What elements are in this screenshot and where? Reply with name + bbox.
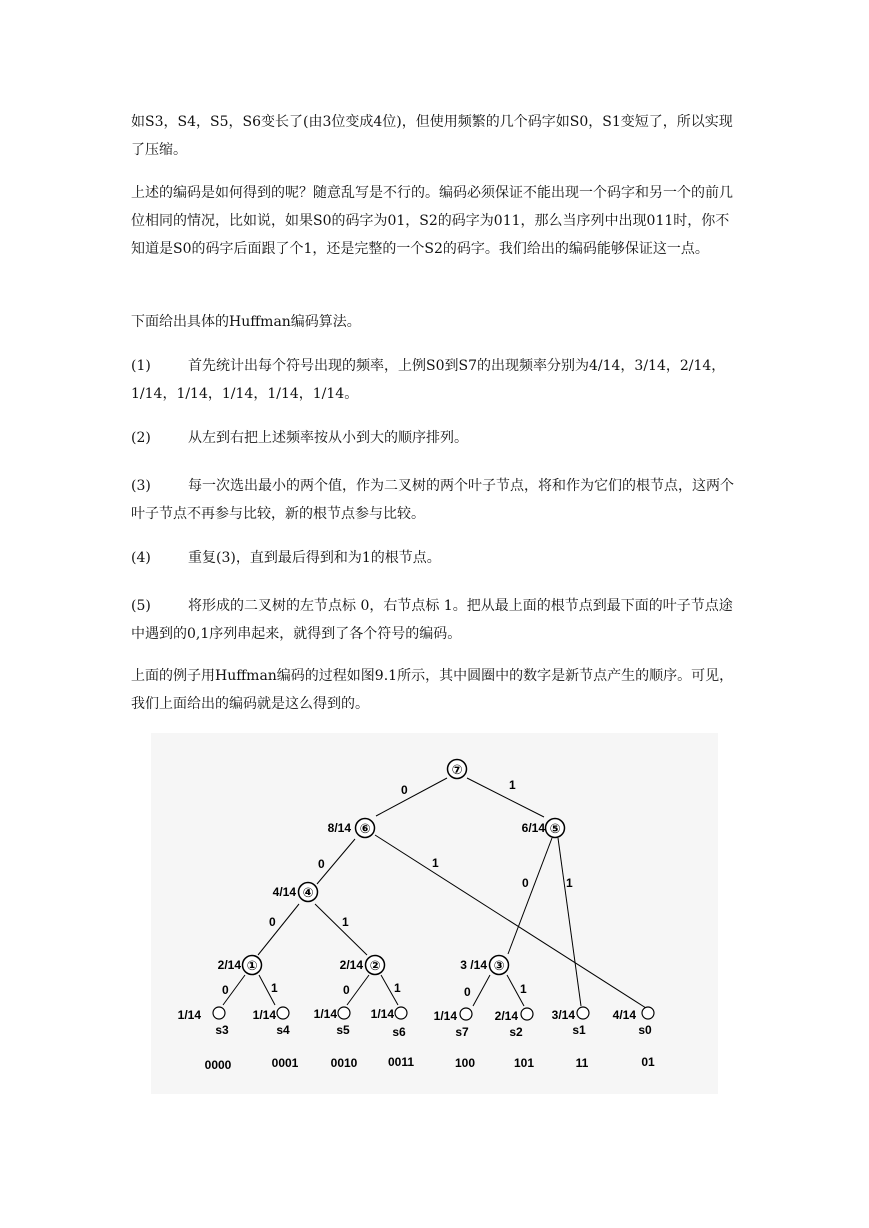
step-1: [131, 352, 741, 408]
leaf-weight: 1/14: [370, 1007, 394, 1021]
leaf-s3: [178, 1007, 232, 1072]
leaf-code: 101: [513, 1056, 535, 1070]
node-weight-label: 6/14: [521, 821, 545, 835]
leaf-symbol: s1: [572, 1023, 586, 1037]
node-order-label: ①: [246, 958, 258, 973]
leaf-code: 01: [641, 1055, 655, 1069]
node-weight-label: 3 /14: [460, 958, 487, 972]
edge-3-s7: [473, 975, 490, 1006]
node-order-label: ⑦: [451, 762, 463, 777]
leaf-code: 11: [575, 1056, 589, 1070]
leaf-s5: [314, 1007, 358, 1070]
leaf-code: 100: [454, 1056, 476, 1070]
step-text: 首先统计出每个符号出现的频率，上例S0到S7的出现频率分别为4/14，3/14，2/14，1/14，1/14，1/14，1/14，1/14。: [131, 358, 726, 402]
leaf-weight: 1/14: [177, 1008, 201, 1022]
leaf-symbol: s0: [638, 1023, 652, 1037]
leaf-s0: [613, 1007, 655, 1069]
leaf-code: 0001: [271, 1056, 299, 1070]
step-text: 从左到右把上述频率按从小到大的顺序排列。: [188, 430, 468, 446]
paragraph-figure-reference: 上面的例子用Huffman编码的过程如图9.1所示，其中圆圈中的数字是新节点产生的顺序。可见，我们上面给出的编码就是这么得到的。: [131, 668, 734, 712]
internal-node-6: [328, 819, 375, 838]
edge-label-1: 1: [566, 876, 573, 890]
internal-node-3: [460, 956, 508, 975]
internal-node-1: [218, 956, 262, 975]
leaf-weight: 3/14: [551, 1008, 575, 1022]
edge-5-s1: [558, 838, 581, 1006]
huffman-tree-figure: [151, 733, 718, 1094]
leaf-s1: [552, 1007, 589, 1070]
step-5: [131, 592, 741, 648]
edge-7-5: [467, 778, 544, 817]
step-number: (2): [131, 430, 151, 446]
node-order-label: ④: [302, 885, 314, 900]
leaf-s2: [495, 1008, 535, 1070]
edge-label-0: 0: [318, 857, 325, 871]
leaf-symbol: s5: [336, 1023, 350, 1037]
node-order-label: ⑤: [549, 821, 561, 836]
internal-node-5: [522, 819, 565, 838]
leaf-symbol: s7: [455, 1025, 469, 1039]
step-number: (4): [131, 550, 151, 566]
leaf-s4: [253, 1007, 299, 1070]
internal-node-2: [340, 956, 385, 975]
edge-4-1: [258, 904, 299, 955]
paragraph-compression: 如S3，S4，S5，S6变长了(由3位变成4位)，但使用频繁的几个码字如S0，S1变短了，所以实现了压缩。: [131, 114, 733, 158]
leaf-s7: [434, 1008, 476, 1070]
edge-4-2: [315, 904, 367, 955]
step-text: 重复(3)，直到最后得到和为1的根节点。: [188, 550, 441, 566]
leaf-symbol: s4: [276, 1023, 290, 1037]
leaf-weight: 2/14: [494, 1009, 518, 1023]
step-number: (1): [131, 358, 151, 374]
leaf-code: 0000: [204, 1058, 232, 1072]
leaf-symbol: s3: [215, 1023, 229, 1037]
paragraph-algorithm-intro: 下面给出具体的Huffman编码算法。: [131, 314, 361, 330]
leaf-weight: 4/14: [612, 1008, 636, 1022]
leaf-weight: 1/14: [313, 1007, 337, 1021]
edge-label-0: 0: [464, 985, 471, 999]
node-weight-label: 2/14: [339, 958, 363, 972]
node-order-label: ②: [369, 958, 381, 973]
step-4: [131, 544, 741, 572]
edge-label-1: 1: [432, 856, 439, 870]
leaf-weight: 1/14: [433, 1009, 457, 1023]
edge-7-6: [376, 778, 447, 816]
edge-label-1: 1: [509, 778, 516, 792]
leaf-weight: 1/14: [252, 1008, 276, 1022]
step-3: [131, 472, 741, 528]
node-weight-label: 2/14: [217, 958, 241, 972]
step-number: (5): [131, 598, 151, 614]
edge-label-1: 1: [271, 981, 278, 995]
edge-label-0: 0: [343, 983, 350, 997]
node-weight-label: 8/14: [327, 821, 351, 835]
edge-5-3: [508, 838, 552, 954]
leaf-s6: [371, 1007, 415, 1069]
edge-label-0: 0: [222, 983, 229, 997]
leaf-symbol: s6: [392, 1025, 406, 1039]
node-order-label: ③: [493, 958, 505, 973]
edge-label-1: 1: [394, 981, 401, 995]
node-order-label: ⑥: [359, 821, 371, 836]
edge-label-0: 0: [269, 915, 276, 929]
leaf-code: 0011: [387, 1055, 415, 1069]
step-text: 每一次选出最小的两个值，作为二叉树的两个叶子节点，将和作为它们的根节点，这两个叶子节点不再参与比较，新的根节点参与比较。: [131, 478, 734, 522]
leaf-symbol: s2: [509, 1025, 523, 1039]
huffman-tree-diagram: [151, 733, 718, 1094]
leaf-code: 0010: [330, 1056, 358, 1070]
paragraph-prefix-rule: 上述的编码是如何得到的呢？随意乱写是不行的。编码必须保证不能出现一个码字和另一个的前几位相同的情况，比如说，如果S0的码字为01，S2的码字为011，那么当序列中出现011时，你不知道是S0的码字后面跟了个1，还是完整的一个S2的码字。我们给出的编码能够保证这一点。: [131, 185, 733, 257]
edge-label-0: 0: [522, 876, 529, 890]
step-text: 将形成的二叉树的左节点标 0，右节点标 1。把从最上面的根节点到最下面的叶子节点途中遇到的0,1序列串起来，就得到了各个符号的编码。: [131, 598, 733, 642]
internal-node-4: [273, 883, 318, 902]
internal-node-7: [448, 760, 467, 779]
edge-label-0: 0: [401, 783, 408, 797]
node-weight-label: 4/14: [272, 885, 296, 899]
edge-label-1: 1: [520, 982, 527, 996]
edge-2-s5: [347, 975, 369, 1005]
step-2: [131, 424, 741, 452]
step-number: (3): [131, 478, 151, 494]
edge-label-1: 1: [342, 915, 349, 929]
